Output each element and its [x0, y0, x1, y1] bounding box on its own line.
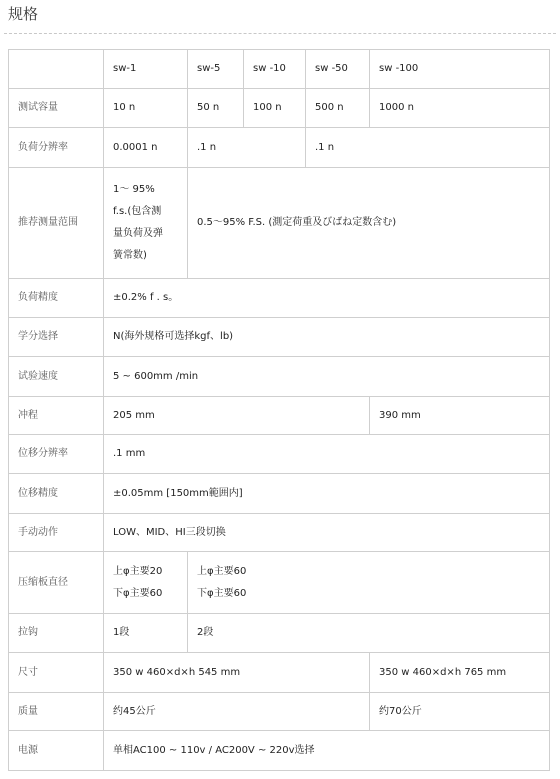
page-title: 规格	[8, 5, 39, 23]
table-row	[9, 279, 550, 318]
cell-line: 下φ主要60	[113, 587, 163, 599]
row-label: 质量	[9, 693, 104, 731]
table-row	[9, 514, 550, 552]
table-cell: ±0.2% f . s。	[104, 279, 550, 318]
row-label: 试验速度	[9, 357, 104, 397]
header-cell-model: sw-1	[104, 50, 188, 89]
header-cell-empty	[9, 50, 104, 89]
table-cell: 0.0001 n	[104, 128, 188, 168]
table-cell: 205 mm	[104, 397, 370, 435]
table-row	[9, 474, 550, 514]
cell-line: 簧常数)	[113, 250, 147, 261]
table-row	[9, 318, 550, 357]
table-cell	[188, 552, 550, 614]
row-label: 测试容量	[9, 89, 104, 128]
table-cell: 单相AC100 ~ 110v / AC200V ~ 220v选择	[104, 731, 550, 771]
table-row	[9, 614, 550, 653]
table-row	[9, 89, 550, 128]
table-cell: LOW、MID、HI三段切换	[104, 514, 550, 552]
cell-line: 上φ主要20	[113, 565, 163, 577]
row-label: 压缩板直径	[9, 552, 104, 614]
table-cell: 5 ~ 600mm /min	[104, 357, 550, 397]
row-label: 负荷分辨率	[9, 128, 104, 168]
header-cell-model: sw -50	[306, 50, 370, 89]
table-row	[9, 168, 550, 279]
table-row-header	[9, 50, 550, 89]
table-cell	[104, 168, 188, 279]
row-label: 学分选择	[9, 318, 104, 357]
table-cell: .1 n	[306, 128, 550, 168]
header-cell-model: sw -10	[244, 50, 306, 89]
cell-line: 上φ主要60	[197, 565, 247, 577]
table-row	[9, 693, 550, 731]
row-label: 电源	[9, 731, 104, 771]
title-divider	[4, 33, 556, 34]
table-cell: 500 n	[306, 89, 370, 128]
row-label: 手动动作	[9, 514, 104, 552]
row-label: 拉钩	[9, 614, 104, 653]
table-row	[9, 128, 550, 168]
row-label: 冲程	[9, 397, 104, 435]
header-cell-model: sw -100	[370, 50, 550, 89]
table-cell	[104, 552, 188, 614]
row-label: 位移分辨率	[9, 435, 104, 474]
table-cell: .1 n	[188, 128, 306, 168]
row-label: 推荐测量范围	[9, 168, 104, 279]
table-cell: 100 n	[244, 89, 306, 128]
table-cell: 约45公斤	[104, 693, 370, 731]
spec-table	[8, 49, 550, 771]
cell-line: 量负荷及弹	[113, 228, 163, 239]
table-cell: 1段	[104, 614, 188, 653]
table-cell: N(海外规格可选择kgf、lb)	[104, 318, 550, 357]
cell-line: f.s.(包含测	[113, 206, 162, 217]
table-row	[9, 552, 550, 614]
table-cell: 350 w 460×d×h 765 mm	[370, 653, 550, 693]
table-row	[9, 397, 550, 435]
table-cell: 390 mm	[370, 397, 550, 435]
table-cell: 约70公斤	[370, 693, 550, 731]
cell-line: 下φ主要60	[197, 587, 247, 599]
table-cell: 1000 n	[370, 89, 550, 128]
row-label: 负荷精度	[9, 279, 104, 318]
table-cell: 350 w 460×d×h 545 mm	[104, 653, 370, 693]
table-row	[9, 653, 550, 693]
table-cell: ±0.05mm [150mm範囲内]	[104, 474, 550, 514]
table-cell: .1 mm	[104, 435, 550, 474]
table-cell: 0.5～95% F.S. (測定荷重及びばね定数含む)	[188, 168, 550, 279]
table-cell: 50 n	[188, 89, 244, 128]
table-row	[9, 357, 550, 397]
cell-line: 1～ 95%	[113, 184, 155, 195]
table-row	[9, 435, 550, 474]
table-row	[9, 731, 550, 771]
row-label: 尺寸	[9, 653, 104, 693]
header-cell-model: sw-5	[188, 50, 244, 89]
table-cell: 10 n	[104, 89, 188, 128]
table-cell: 2段	[188, 614, 550, 653]
row-label: 位移精度	[9, 474, 104, 514]
